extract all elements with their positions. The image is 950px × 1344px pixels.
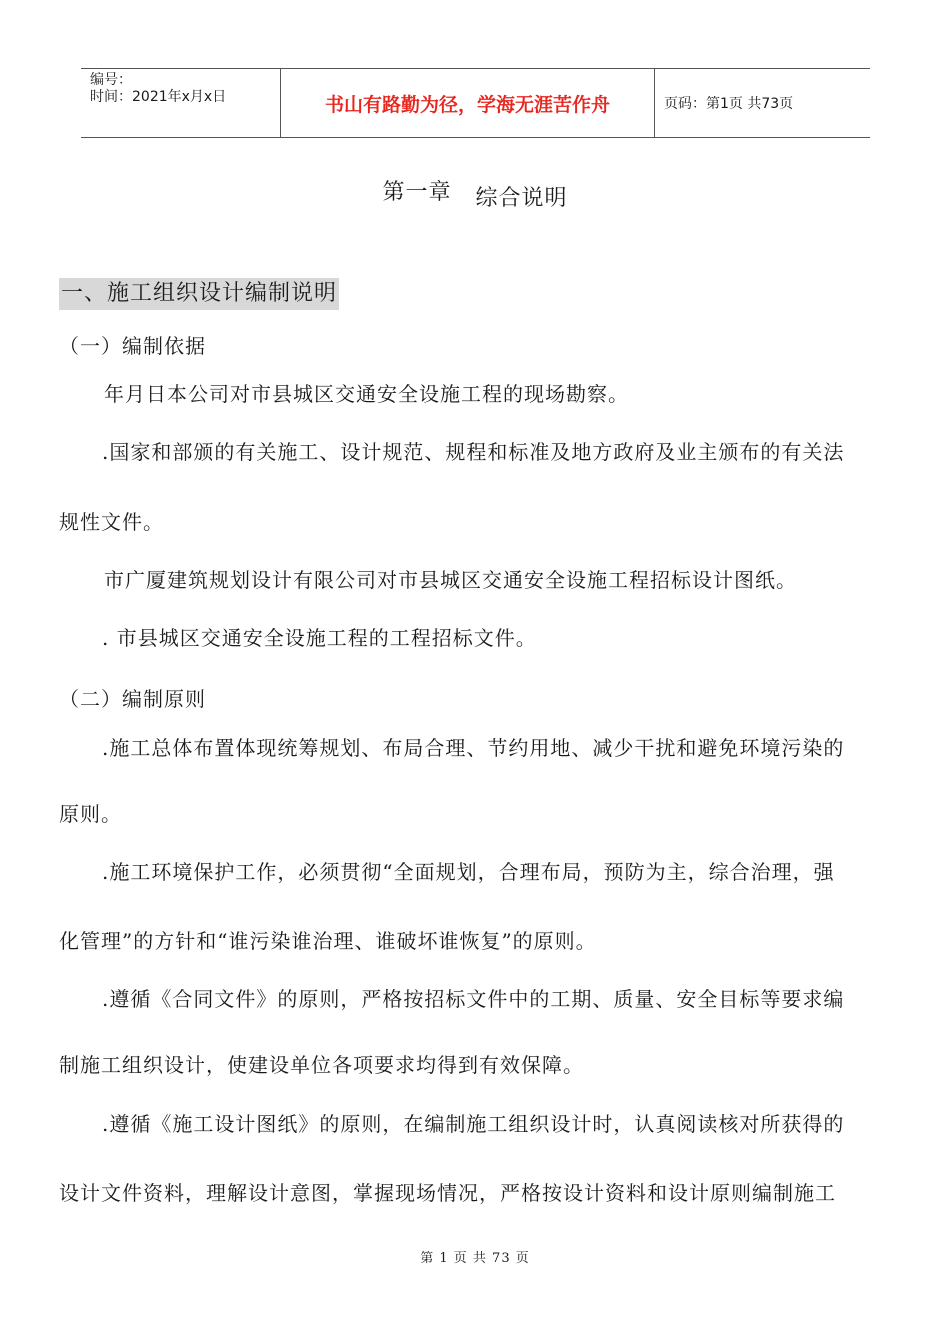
chapter-title (0, 175, 950, 211)
body-line: （二）编制原则 (59, 687, 206, 711)
body-line: 规性文件。 (59, 510, 164, 534)
document-time-label: 时间：2021年x月x日 (90, 89, 227, 105)
section-heading: 一、施工组织设计编制说明 (59, 278, 339, 310)
document-number-label: 编号： (90, 72, 132, 88)
body-line: 化管理”的方针和“谁污染谁治理、谁破坏谁恢复”的原则。 (59, 929, 597, 953)
body-line: 年月日本公司对市县城区交通安全设施工程的现场勘察。 (104, 382, 629, 406)
body-line: 设计文件资料，理解设计意图，掌握现场情况，严格按设计资料和设计原则编制施工 (59, 1181, 836, 1205)
header-meta (81, 69, 281, 137)
body-line: .施工环境保护工作，必须贯彻“全面规划，合理布局，预防为主，综合治理，强 (102, 860, 835, 884)
body-line: 制施工组织设计，使建设单位各项要求均得到有效保障。 (59, 1053, 584, 1077)
chapter-number: 第一章 (382, 180, 452, 205)
body-line: 市广厦建筑规划设计有限公司对市县城区交通安全设施工程招标设计图纸。 (104, 568, 797, 592)
body-line: . 市县城区交通安全设施工程的工程招标文件。 (102, 626, 537, 650)
body-line: .遵循《施工设计图纸》的原则，在编制施工组织设计时，认真阅读核对所获得的 (102, 1112, 845, 1136)
page-footer: 第 1 页 共 73 页 (420, 1251, 530, 1266)
page-header (81, 68, 870, 138)
body-line: .施工总体布置体现统筹规划、布局合理、节约用地、减少干扰和避免环境污染的 (102, 736, 845, 760)
header-motto: 书山有路勤为径，学海无涯苦作舟 (281, 69, 655, 137)
chapter-name: 综合说明 (475, 186, 568, 211)
body-line: （一）编制依据 (59, 334, 206, 358)
body-line: .国家和部颁的有关施工、设计规范、规程和标准及地方政府及业主颁布的有关法 (102, 440, 845, 464)
body-line: 原则。 (59, 802, 122, 826)
body-line: .遵循《合同文件》的原则，严格按招标文件中的工期、质量、安全目标等要求编 (102, 987, 845, 1011)
header-page-info: 页码：第1页 共73页 (664, 96, 794, 112)
